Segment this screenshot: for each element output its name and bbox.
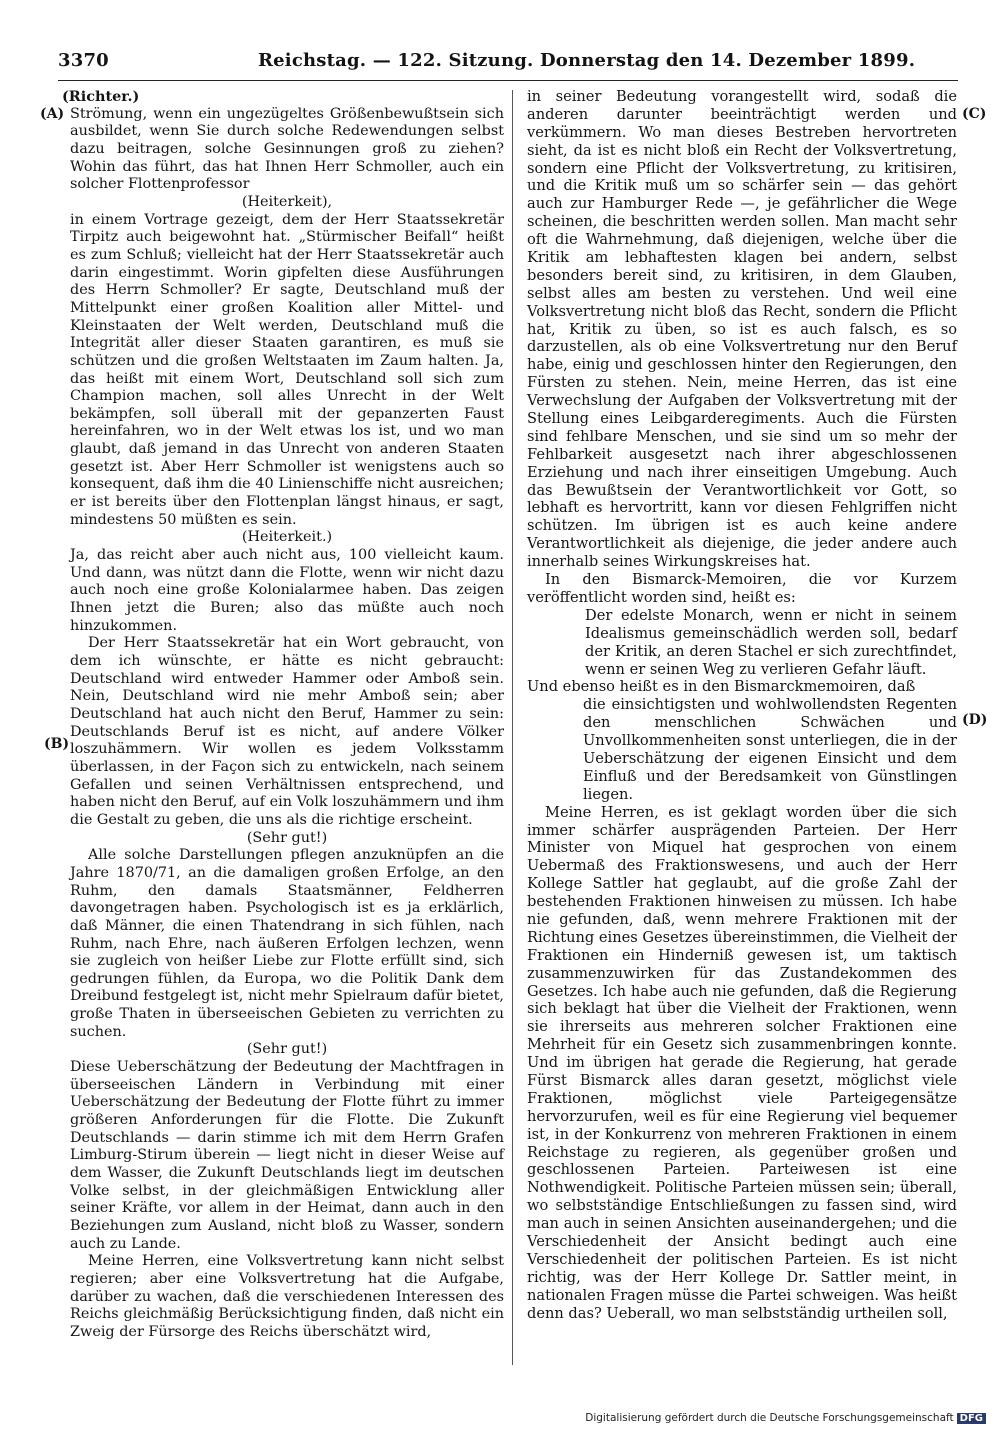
- margin-marker-b: (B): [44, 736, 70, 752]
- paragraph: Ja, das reicht aber auch nicht aus, 100 vielleicht kaum. Und dann, was nützt dann die Flotte, wenn wir nicht dazu auch noch eine große Kolonialarmee haben. Das zeigen Ihnen jetzt die Buren; also das müßte auch noch hinzukommen.: [70, 547, 504, 634]
- column-divider: [512, 90, 513, 1365]
- page-number: 3370: [58, 50, 109, 71]
- interjection: (Heiterkeit),: [241, 193, 333, 210]
- block-quote: Der edelste Monarch, wenn er nicht in seinem Idealismus gemeinschädlich werden soll, bedarf der Kritik, an deren Stachel er sich zurechtfindet, wenn er seinen Weg zu verlieren Gefahr läuft.: [585, 606, 957, 678]
- page-title: Reichstag. — 122. Sitzung. Donnerstag den 14. Dezember 1899.: [258, 50, 916, 71]
- left-column: [62, 88, 504, 1342]
- header-rule: [58, 80, 958, 81]
- paragraph: Strömung, wenn ein ungezügeltes Größenbewußtsein sich ausbildet, wenn Sie durch solche Redewendungen selbst dazu beitragen, solche Gesinnungen groß zu ziehen? Wohin das führt, das hat Ihnen Herr Schmoller, auch ein solcher Flottenprofessor: [70, 105, 504, 193]
- right-column: [527, 88, 957, 1322]
- margin-marker-a: (A): [40, 106, 65, 122]
- paragraph: in einem Vortrage gezeigt, dem der Herr Staatssekretär Tirpitz auch beigewohnt hat. „Stürmischer Beifall“ heißt es zum Schluß; vielleicht hat der Herr Staatssekretär auch darin eingestimmt. Worin gipfelten diese Ausführungen des Herrn Schmoller? Er sagte, Deutschland muß der Mittelpunkt einer großen Koalition aller Mittel- und Kleinstaaten der Welt werden, Deutschland muß die Integrität aller dieser Staaten garantiren, es muß sie schützen und die großen Weltstaaten im Zaum halten. Ja, das heißt mit einem Wort, Deutschland soll sich zum Champion machen, soll alles Unrecht in der Welt bekämpfen, soll überall mit der gepanzerten Faust hereinfahren, wo in der Welt etwas los ist, und wo man glaubt, daß jemand in das Unrecht von anderen Staaten gesetzt ist. Aber Herr Schmoller ist wenigstens auch so konsequent, daß ihm die 40 Linienschiffe nicht ausreichen; er ist bereits über den Flottenplan längst hinaus, er sagt, mindestens 50 müßten es sein.: [70, 211, 504, 528]
- paragraph: In den Bismarck-Memoiren, die vor Kurzem veröffentlicht worden sind, heißt es:: [527, 571, 957, 606]
- interjection: (Heiterkeit.): [241, 529, 333, 546]
- paragraph: Alle solche Darstellungen pflegen anzuknüpfen an die Jahre 1870/71, an die damaligen großen Erfolge, an den Ruhm, den damals Staatsmänner, Feldherren davongetragen haben. Psychologisch ist es ja erklärlich, daß Männer, die einen Thatendrang in sich fühlen, nach Ruhm, nach Ehre, nach äußeren Erfolgen lechzen, wenn sie zugleich von heißer Liebe zur Flotte erfüllt sind, sich gedrungen fühlen, da Europa, wo die Politik Dank dem Dreibund festgelegt ist, nicht mehr Spielraum dafür bietet, große Thaten in überseeischen Gebieten zu verrichten zu suchen.: [70, 847, 504, 1040]
- interjection: (Sehr gut!): [246, 829, 328, 846]
- paragraph: Der Herr Staatssekretär hat ein Wort gebraucht, von dem ich wünschte, er hätte es nicht gebraucht: Deutschland wird entweder Hammer oder Amboß sein. Nein, Deutschland wird nie mehr Amboß sein; aber Deutschland hat auch nicht den Beruf, Hammer zu sein: Deutschlands Beruf ist es nicht, auf andere Völker loszuhämmern. Wir wollen es jedem Volksstamm überlassen, in der Façon sich zu entwickeln, nach seinem Gefallen und seinen Verhältnissen entsprechend, und haben nicht den Beruf, auf ein Volk loszuhämmern und ihm die Gestalt zu geben, die uns als die richtige erscheint.: [70, 635, 504, 828]
- paragraph: Diese Ueberschätzung der Bedeutung der Machtfragen in überseeischen Ländern in Verbindung mit einer Ueberschätzung der Bedeutung der Flotte führt zu immer größeren Anforderungen für die Flotte. Die Zukunft Deutschlands — darin stimme ich mit dem Herrn Grafen Limburg-Stirum überein — liegt nicht in dieser Weise auf dem Wasser, die Zukunft Deutschlands liegt im deutschen Volke selbst, in der gleichmäßigen Entwicklung aller seiner Kräfte, vor allem in der Heimat, dann auch in den Beziehungen zum Ausland, nicht bloß zu Wasser, sondern auch zu Lande.: [70, 1059, 504, 1252]
- margin-marker-d: (D): [962, 712, 988, 728]
- paragraph: Meine Herren, es ist geklagt worden über die sich immer schärfer ausprägenden Parteien. Der Herr Minister von Miquel hat gesprochen von einem Uebermaß des Fraktionswesens, und auch der Herr Kollege Sattler hat geglaubt, auf die große Zahl der bestehenden Fraktionen hinweisen zu müssen. Ich habe nie gefunden, daß, wenn mehrere Fraktionen mit der Richtung eines Gesetzes übereinstimmen, die Vielheit der Fraktionen ein Hinderniß gewesen ist, um taktisch zusammenzuwirken für das Zustandekommen des Gesetzes. Ich habe auch nie gefunden, daß die Regierung sich beklagt hat über die Vielheit der Fraktionen, wenn sie ihrerseits aus mehreren solcher Fraktionen eine Mehrheit für ein Gesetz sich zusammenbringen konnte. Und im übrigen hat gerade die Regierung, hat gerade Fürst Bismarck alles daran gesetzt, möglichst viele Fraktionen, möglichst viele Parteigegensätze hervorzurufen, weil es für eine Regierung viel bequemer ist, in der Konkurrenz von mehreren Fraktionen in einem Reichstage zu regieren, als gegenüber großen und geschlossenen Parteien. Parteiwesen ist eine Nothwendigkeit. Politische Parteien müssen sein; überall, wo selbstständige Entschließungen zu fassen sind, wird man auch in seinen Ansichten auseinandergehen; und die Verschiedenheit der Ansicht bedingt auch eine Verschiedenheit der politischen Parteien. Es ist nicht richtig, was der Herr Kollege Dr. Sattler meint, in nationalen Fragen müsse die Partei schweigen. Was heißt denn das? Ueberall, wo man selbstständig urtheilen soll,: [527, 803, 957, 1322]
- dfg-logo: DFG: [957, 1413, 986, 1424]
- footer-text: Digitalisierung gefördert durch die Deutsche Forschungsgemeinschaft: [585, 1412, 954, 1424]
- paragraph: Meine Herren, eine Volksvertretung kann nicht selbst regieren; aber eine Volksvertretung hat die Aufgabe, darüber zu wachen, daß die verschiedenen Interessen des Reichs gleichmäßig Berücksichtigung finden, daß nicht ein Zweig der Fürsorge des Reichs überschätzt wird,: [70, 1253, 504, 1340]
- block-quote: die einsichtigsten und wohlwollendsten Regenten den menschlichen Schwächen und Unvollkommenheiten sonst unterliegen, die in der Ueberschätzung der eigenen Einsicht und dem Einfluß und der Beredsamkeit von Günstlingen liegen.: [583, 696, 957, 803]
- paragraph: in seiner Bedeutung vorangestellt wird, sodaß die anderen darunter beeinträchtigt werden und verkümmern. Wo man dieses Bestreben hervortreten sieht, da ist es nicht bloß ein Recht der Volksvertretung, sondern eine Pflicht der Volksvertretung, zu kritisiren, und die Kritik muß um so schärfer sein — das gehört auch zur Hamburger Rede —, je gefährlicher die Wege scheinen, die beschritten werden sollen. Man macht sehr oft die Wahrnehmung, daß diejenigen, welche über die Kritik am lebhaftesten klagen bei andern, selbst besonders bereit sind, zu kritisiren, in dem Glauben, selbst alles am besten zu verstehen. Und weil eine Volksvertretung nicht bloß das Recht, sondern die Pflicht hat, Kritik zu üben, so ist es auch falsch, es so darzustellen, als ob eine Volksvertretung nur den Beruf habe, einig und geschlossen hinter den Regierungen, den Fürsten zu stehen. Nein, meine Herren, das ist eine Verwechslung der Aufgaben der Volksvertretung mit der Stellung eines Leibgarderegiments. Auch die Fürsten sind fehlbare Menschen, und sie sind um so mehr der Fehlbarkeit ausgesetzt nach ihrer abgeschlossenen Erziehung und nach ihrer einseitigen Umgebung. Auch das Bewußtsein der Verantwortlichkeit vor Gott, so lebhaft es hervortritt, kann vor diesen Fehlgriffen nicht schützen. Im übrigen ist es auch keine andere Verantwortlichkeit als diejenige, die jeder andere auch innerhalb seines Wirkungskreises hat.: [527, 88, 957, 571]
- interjection: (Sehr gut!): [246, 1041, 328, 1058]
- speaker-label: (Richter.): [62, 88, 140, 105]
- page-header: [58, 50, 958, 76]
- margin-marker-c: (C): [962, 106, 987, 122]
- paragraph: Und ebenso heißt es in den Bismarckmemoiren, daß: [527, 678, 916, 696]
- footer: [585, 1412, 986, 1424]
